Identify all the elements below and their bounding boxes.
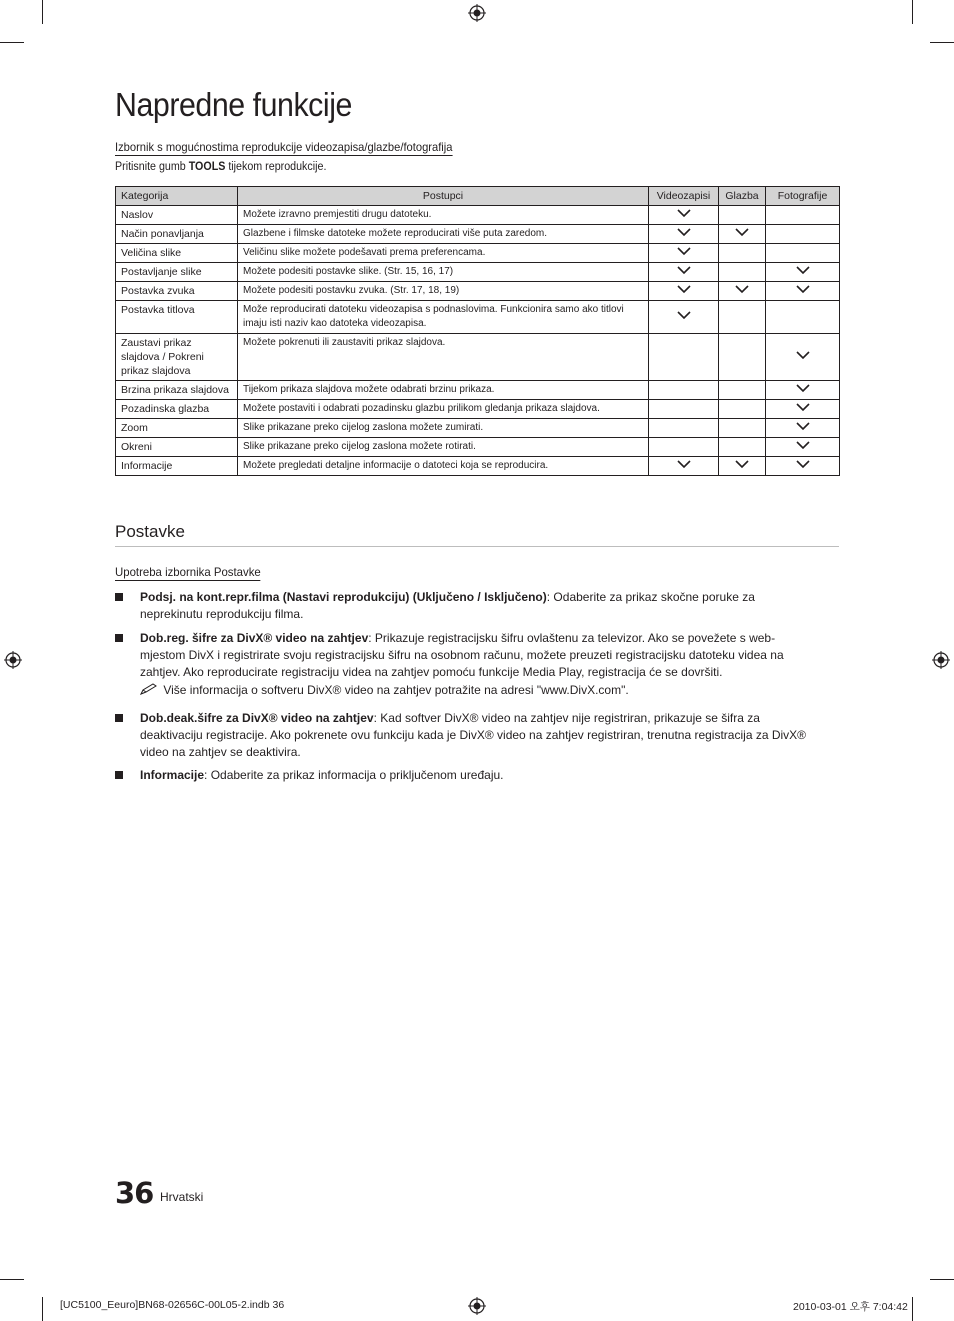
bullet-square-icon xyxy=(115,634,123,642)
row-category: Informacije xyxy=(116,457,238,476)
row-category: Postavljanje slike xyxy=(116,263,238,282)
checkmark-icon xyxy=(677,208,691,218)
cell-photo xyxy=(766,282,840,301)
cell-video xyxy=(649,438,719,457)
crop-mark xyxy=(930,42,954,43)
checkmark-icon xyxy=(796,459,810,469)
checkmark-icon xyxy=(677,310,691,320)
row-category: Okreni xyxy=(116,438,238,457)
header-category: Kategorija xyxy=(116,187,238,206)
page-title: Napredne funkcije xyxy=(115,86,352,123)
row-category: Brzina prikaza slajdova xyxy=(116,381,238,400)
page-number: 36 xyxy=(115,1176,154,1210)
crop-mark xyxy=(42,0,43,24)
bullet-text: : Kad softver DivX® video na zahtjev nije registriran, prikazuje se šifra za deaktivaciju registracije. Ako pokrenete ovu funkciju kada je DivX® video na zahtjev registriran, trenutna registracija za DivX® video na zahtjev se deaktivira. xyxy=(140,711,807,759)
cell-photo xyxy=(766,400,840,419)
cell-music xyxy=(719,301,766,334)
cell-video xyxy=(649,334,719,381)
checkmark-icon xyxy=(796,284,810,294)
cell-photo xyxy=(766,381,840,400)
bullet-term: Dob.reg. šifre za DivX® video na zahtjev xyxy=(140,631,369,645)
footer-file-info: [UC5100_Eeuro]BN68-02656C-00L05-2.indb 36 xyxy=(60,1299,285,1311)
crop-mark xyxy=(912,0,913,24)
row-description: Veličinu slike možete podešavati prema preferencama. xyxy=(238,244,649,263)
cell-music xyxy=(719,457,766,476)
section-title: Postavke xyxy=(115,522,185,541)
row-description: Slike prikazane preko cijelog zaslona možete rotirati. xyxy=(238,438,649,457)
checkmark-icon xyxy=(677,227,691,237)
bullet-text: : Odaberite za prikaz informacija o priključenom uređaju. xyxy=(204,768,504,782)
crop-mark xyxy=(930,1279,954,1280)
cell-music xyxy=(719,438,766,457)
note-text: Više informacija o softveru DivX® video na zahtjev potražite na adresi "www.DivX.com". xyxy=(163,683,629,697)
pencil-note-icon xyxy=(140,683,160,698)
table-row xyxy=(116,263,840,282)
row-category: Postavka titlova xyxy=(116,301,238,334)
crop-mark xyxy=(0,42,24,43)
registration-mark-icon xyxy=(932,651,950,669)
crop-mark xyxy=(912,1297,913,1321)
cell-video xyxy=(649,263,719,282)
tools-key-label: TOOLS xyxy=(188,161,226,173)
table-header-row xyxy=(116,187,840,206)
row-description: Možete pregledati detaljne informacije o datoteci koja se reproducira. xyxy=(238,457,649,476)
cell-music xyxy=(719,244,766,263)
cell-music xyxy=(719,419,766,438)
cell-music xyxy=(719,400,766,419)
cell-video xyxy=(649,457,719,476)
checkmark-icon xyxy=(677,284,691,294)
checkmark-icon xyxy=(735,459,749,469)
row-category: Zoom xyxy=(116,419,238,438)
note xyxy=(140,683,830,698)
registration-mark-icon xyxy=(468,1297,486,1315)
table-row xyxy=(116,334,840,381)
cell-music xyxy=(719,334,766,381)
bullet-term: Dob.deak.šifre za DivX® video na zahtjev xyxy=(140,711,374,725)
settings-subheading: Upotreba izbornika Postavke xyxy=(115,565,261,579)
crop-mark xyxy=(0,1279,24,1280)
checkmark-icon xyxy=(735,227,749,237)
table-row xyxy=(116,457,840,476)
cell-photo xyxy=(766,334,840,381)
registration-mark-icon xyxy=(468,4,486,22)
list-item xyxy=(115,710,839,761)
registration-mark-icon xyxy=(4,651,22,669)
list-item xyxy=(115,630,839,681)
bullet-square-icon xyxy=(115,593,123,601)
page-language: Hrvatski xyxy=(160,1190,204,1204)
cell-video xyxy=(649,400,719,419)
row-description: Možete izravno premjestiti drugu datoteku. xyxy=(238,206,649,225)
bullet-text: : Odaberite za prikaz skočne poruke za neprekinutu reprodukciju filma. xyxy=(140,590,755,621)
row-description: Glazbene i filmske datoteke možete reproducirati više puta zaredom. xyxy=(238,225,649,244)
checkmark-icon xyxy=(796,265,810,275)
intro-before: Pritisnite gumb xyxy=(115,161,189,173)
cell-music xyxy=(719,282,766,301)
row-category: Veličina slike xyxy=(116,244,238,263)
row-category: Način ponavljanja xyxy=(116,225,238,244)
bullet-term: Informacije xyxy=(140,768,205,782)
cell-video xyxy=(649,206,719,225)
list-item xyxy=(115,767,839,784)
cell-video xyxy=(649,244,719,263)
table-subheading: Izbornik s mogućnostima reprodukcije videozapisa/glazbe/fotografija xyxy=(115,140,453,154)
cell-photo xyxy=(766,438,840,457)
cell-photo xyxy=(766,263,840,282)
table-row xyxy=(116,282,840,301)
row-category: Zaustavi prikaz slajdova / Pokreni prikaz slajdova xyxy=(116,334,238,381)
cell-photo xyxy=(766,301,840,334)
cell-video xyxy=(649,301,719,334)
cell-video xyxy=(649,419,719,438)
checkmark-icon xyxy=(796,350,810,360)
checkmark-icon xyxy=(677,459,691,469)
row-category: Pozadinska glazba xyxy=(116,400,238,419)
intro-after: tijekom reprodukcije. xyxy=(225,161,327,173)
checkmark-icon xyxy=(677,246,691,256)
table-row xyxy=(116,438,840,457)
cell-video xyxy=(649,225,719,244)
table-row xyxy=(116,206,840,225)
table-row xyxy=(116,244,840,263)
bullet-text: : Prikazuje registracijsku šifru ovlaštenu za televizor. Ako se povežete s web-mjestom DivX i registrirate svoju registracijsku šifru na osobnom računu, možete preuzeti registracijsku datoteku videa na zahtjev. Ako reproducirate registraciju videa na zahtjev pomoću funkcije Media Play, registracija će se dovršiti. xyxy=(140,631,784,679)
cell-photo xyxy=(766,419,840,438)
cell-music xyxy=(719,381,766,400)
list-item xyxy=(115,589,839,623)
cell-photo xyxy=(766,244,840,263)
row-category: Naslov xyxy=(116,206,238,225)
cell-music xyxy=(719,206,766,225)
checkmark-icon xyxy=(796,383,810,393)
cell-photo xyxy=(766,457,840,476)
row-description: Tijekom prikaza slajdova možete odabrati brzinu prikaza. xyxy=(238,381,649,400)
row-description: Može reproducirati datoteku videozapisa s podnaslovima. Funkcionira samo ako titlovi imaju isti naziv kao datoteka videozapisa. xyxy=(238,301,649,334)
section-divider xyxy=(115,546,839,547)
checkmark-icon xyxy=(796,440,810,450)
bullet-term: Podsj. na kont.repr.filma (Nastavi reprodukciju) (Uključeno / Isključeno) xyxy=(140,590,547,604)
cell-photo xyxy=(766,225,840,244)
row-category: Postavka zvuka xyxy=(116,282,238,301)
row-description: Slike prikazane preko cijelog zaslona možete zumirati. xyxy=(238,419,649,438)
cell-music xyxy=(719,263,766,282)
header-video: Videozapisi xyxy=(649,187,719,206)
table-row xyxy=(116,419,840,438)
row-description: Možete pokrenuti ili zaustaviti prikaz slajdova. xyxy=(238,334,649,381)
cell-photo xyxy=(766,206,840,225)
checkmark-icon xyxy=(796,421,810,431)
checkmark-icon xyxy=(796,402,810,412)
crop-mark xyxy=(42,1297,43,1321)
row-description: Možete podesiti postavke slike. (Str. 15, 16, 17) xyxy=(238,263,649,282)
row-description: Možete podesiti postavku zvuka. (Str. 17, 18, 19) xyxy=(238,282,649,301)
table-row xyxy=(116,225,840,244)
bullet-square-icon xyxy=(115,771,123,779)
row-description: Možete postaviti i odabrati pozadinsku glazbu prilikom gledanja prikaza slajdova. xyxy=(238,400,649,419)
bullet-square-icon xyxy=(115,714,123,722)
header-actions: Postupci xyxy=(238,187,649,206)
checkmark-icon xyxy=(677,265,691,275)
header-photo: Fotografije xyxy=(766,187,840,206)
header-music: Glazba xyxy=(719,187,766,206)
cell-music xyxy=(719,225,766,244)
playback-options-table xyxy=(115,186,840,476)
table-row xyxy=(116,400,840,419)
table-row xyxy=(116,381,840,400)
checkmark-icon xyxy=(735,284,749,294)
footer-timestamp: 2010-03-01 오후 7:04:42 xyxy=(793,1301,908,1313)
table-row xyxy=(116,301,840,334)
cell-video xyxy=(649,282,719,301)
intro-text xyxy=(115,161,326,173)
cell-video xyxy=(649,381,719,400)
